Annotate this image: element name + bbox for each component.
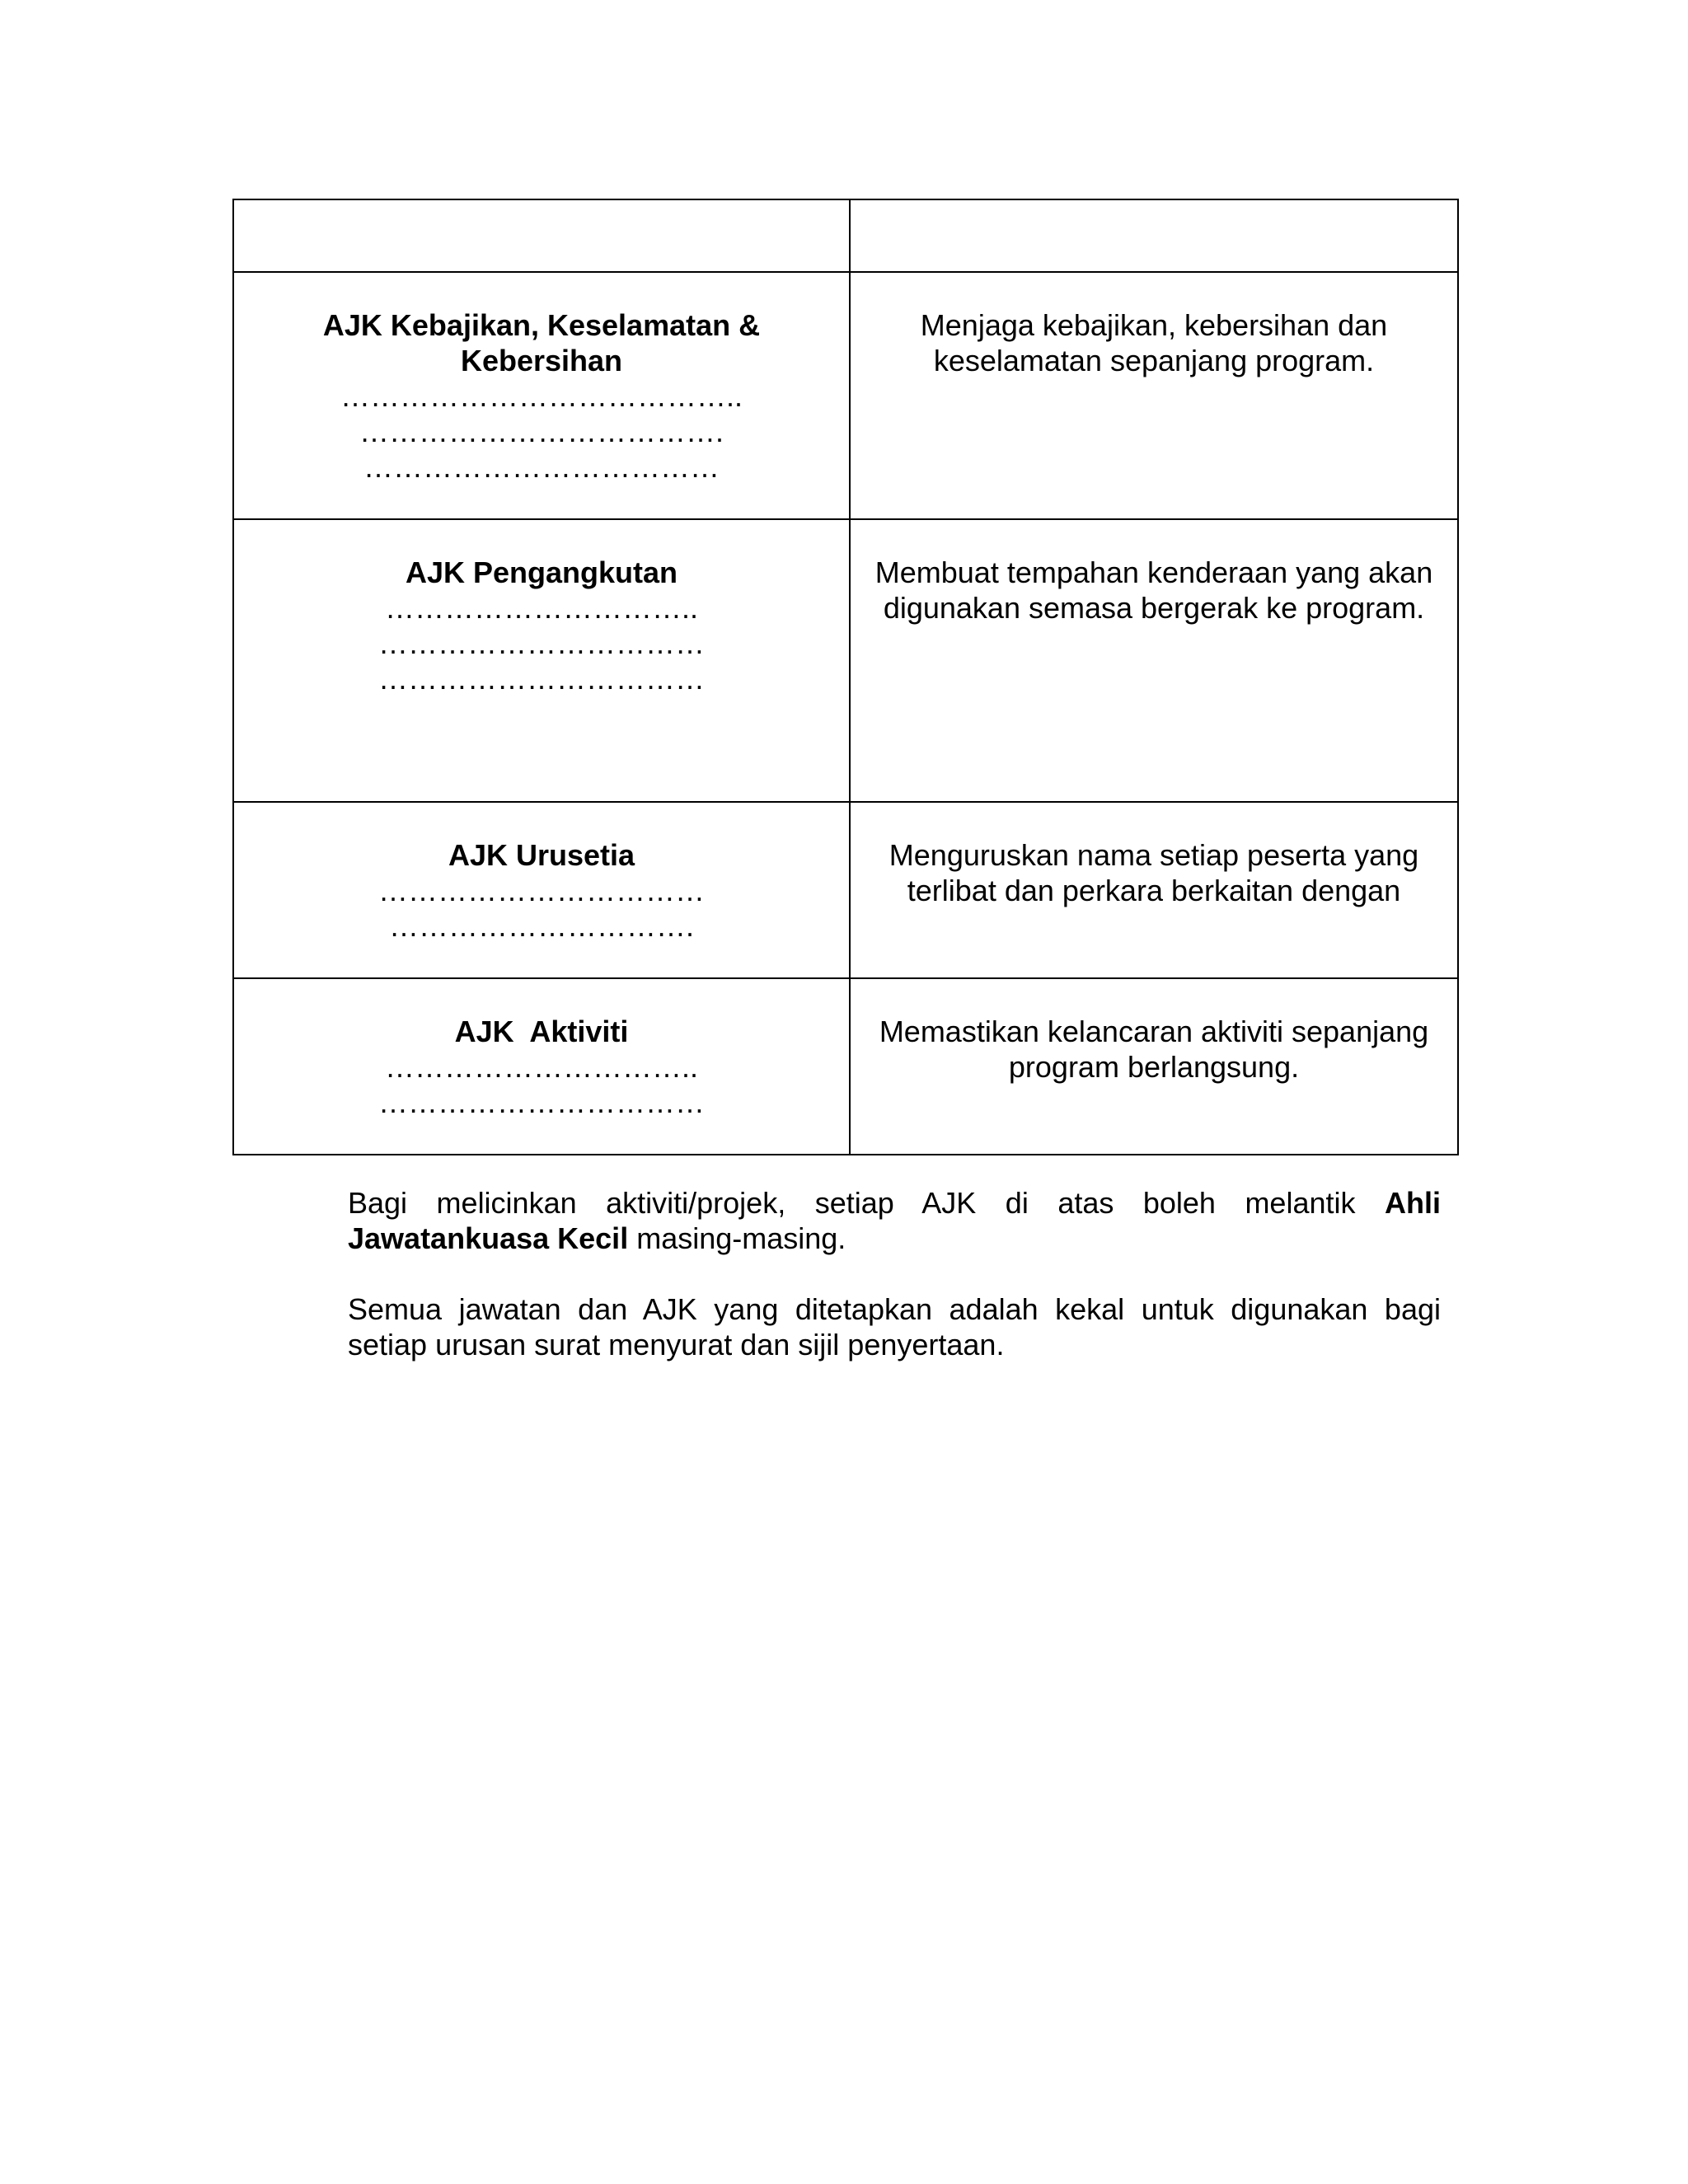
name-placeholder: ………………………………….. xyxy=(340,379,743,413)
duty-text: Menguruskan nama setiap peserta yang terlibat dan perkara berkaitan dengan xyxy=(889,838,1419,907)
role-title: AJK Kebajikan, Keselamatan & Kebersihan xyxy=(322,308,761,377)
note-paragraph xyxy=(348,1291,1441,1362)
note-text-tail: masing-masing. xyxy=(628,1221,846,1255)
role-cell xyxy=(233,519,850,802)
name-placeholder: ………………………….. xyxy=(384,591,698,625)
table-row xyxy=(233,272,1458,519)
role-cell xyxy=(233,802,850,978)
note-paragraph xyxy=(348,1185,1441,1256)
role-title: AJK Pengangkutan xyxy=(405,555,678,589)
name-placeholder: …………………………… xyxy=(378,662,705,696)
name-placeholder: ………………………….. xyxy=(384,1050,698,1084)
duty-text: Membuat tempahan kenderaan yang akan digunakan semasa bergerak ke program. xyxy=(874,555,1433,625)
role-cell xyxy=(233,272,850,519)
duty-cell xyxy=(850,519,1458,802)
table-row xyxy=(233,802,1458,978)
notes-section xyxy=(348,1185,1441,1398)
name-placeholder: …………………………… xyxy=(378,626,705,660)
name-placeholder: …………………………… xyxy=(378,874,705,907)
table-row xyxy=(233,978,1458,1155)
name-placeholder: ………………………………. xyxy=(359,415,724,448)
duty-cell xyxy=(850,978,1458,1155)
role-title: AJK Urusetia xyxy=(448,838,635,872)
role-title: AJK Aktiviti xyxy=(454,1015,629,1048)
committee-table xyxy=(232,199,1459,1155)
duty-text: Memastikan kelancaran aktiviti sepanjang program berlangsung. xyxy=(879,1015,1429,1084)
table-row xyxy=(233,519,1458,802)
duty-cell xyxy=(850,272,1458,519)
note-text: Bagi melicinkan aktiviti/projek, setiap AJK di atas boleh melantik xyxy=(348,1186,1385,1220)
duty-text: Menjaga kebajikan, kebersihan dan keselamatan sepanjang program. xyxy=(920,308,1388,377)
empty-cell-right xyxy=(850,199,1458,272)
name-placeholder: …………………………. xyxy=(388,909,694,943)
name-placeholder: ……………………………… xyxy=(363,450,720,484)
empty-cell-left xyxy=(233,199,850,272)
name-placeholder: …………………………… xyxy=(378,1085,705,1119)
role-cell xyxy=(233,978,850,1155)
note-text: Semua jawatan dan AJK yang ditetapkan adalah kekal untuk digunakan bagi setiap urusan surat menyurat dan sijil penyertaan. xyxy=(348,1292,1441,1361)
table-header-row-empty xyxy=(233,199,1458,272)
duty-cell xyxy=(850,802,1458,978)
note-bold-term: Ahli Jawatankuasa Kecil xyxy=(348,1186,1441,1255)
